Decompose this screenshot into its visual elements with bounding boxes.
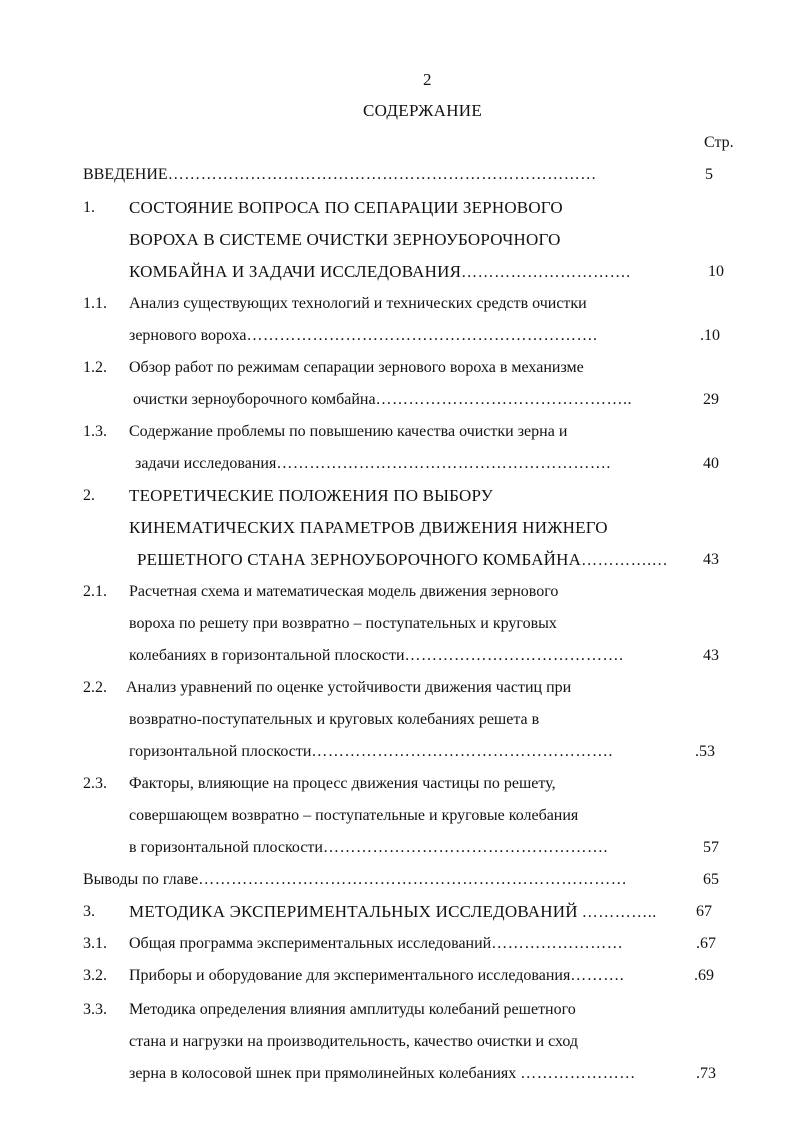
entry-text: очистки зерноуборочного комбайна [133, 391, 376, 408]
entry-dots: ………………………………………………. [311, 743, 613, 760]
entry-dots: …………………………. [461, 264, 631, 281]
entry-text: ВОРОХА В СИСТЕМЕ ОЧИСТКИ ЗЕРНОУБОРОЧНОГО [129, 230, 561, 249]
toc-entry-line [135, 454, 611, 474]
entry-page: 40 [703, 455, 719, 472]
entry-page: .69 [694, 967, 714, 984]
entry-number: 3. [83, 903, 95, 920]
entry-text: РЕШЕТНОГО СТАНА ЗЕРНОУБОРОЧНОГО КОМБАЙНА [137, 550, 582, 569]
toc-entry-line [129, 326, 598, 346]
entry-dots: ……………………………………….. [375, 391, 633, 408]
entry-text: Расчетная схема и математическая модель движения зернового [129, 583, 559, 600]
entry-text: Анализ существующих технологий и технических средств очистки [129, 295, 587, 312]
entry-number: 3.3. [83, 1001, 107, 1018]
entry-page: 10 [708, 263, 724, 280]
entry-dots: ………….… [581, 552, 669, 569]
entry-dots: ………. [570, 967, 625, 984]
entry-text: вороха по решету при возвратно – поступательных и круговых [129, 615, 557, 632]
entry-text: задачи исследования [135, 455, 277, 472]
entry-number: 2. [83, 487, 95, 504]
toc-entry-line [129, 934, 623, 954]
entry-text: в горизонтальной плоскости [129, 839, 323, 856]
entry-text: возвратно-поступательных и круговых колебаниях решета в [129, 711, 540, 728]
toc-entry-line [129, 838, 608, 858]
entry-dots: …………………………………………………………………… [167, 166, 597, 183]
toc-entry-introduction [83, 165, 597, 185]
entry-number: 2.1. [83, 583, 107, 600]
toc-entry-line [129, 902, 657, 923]
entry-text: Факторы, влияющие на процесс движения частицы по решету, [129, 775, 556, 792]
toc-entry-line [129, 262, 631, 283]
toc-entry-line [129, 1064, 636, 1084]
entry-page: 57 [703, 839, 719, 856]
entry-page: 43 [703, 647, 719, 664]
entry-page: .73 [696, 1065, 716, 1082]
entry-page: 67 [696, 903, 712, 920]
entry-text: МЕТОДИКА ЭКСПЕРИМЕНТАЛЬНЫХ ИССЛЕДОВАНИЙ [129, 902, 578, 921]
entry-dots: …………………… [491, 935, 624, 952]
entry-text: зернового вороха [129, 327, 247, 344]
entry-text: КИНЕМАТИЧЕСКИХ ПАРАМЕТРОВ ДВИЖЕНИЯ НИЖНЕГО [129, 518, 608, 537]
entry-dots: ………….. [581, 904, 657, 921]
entry-dots: ……………………………………………. [322, 839, 608, 856]
entry-page: 5 [705, 166, 713, 183]
entry-dots: ……………………………………………………. [276, 455, 611, 472]
entry-text: зерна в колосовой шнек при прямолинейных колебаниях [129, 1065, 517, 1082]
toc-entry-line [129, 742, 613, 762]
entry-text: горизонтальной плоскости [129, 743, 312, 760]
toc-entry-line [129, 966, 624, 986]
entry-text: СОСТОЯНИЕ ВОПРОСА ПО СЕПАРАЦИИ ЗЕРНОВОГО [129, 198, 563, 217]
page-title: СОДЕРЖАНИЕ [363, 101, 483, 120]
entry-text: Общая программа экспериментальных исследований [129, 935, 492, 952]
entry-page: .53 [695, 743, 715, 760]
entry-text: Содержание проблемы по повышению качества очистки зерна и [129, 423, 568, 440]
entry-dots: ………………… [520, 1065, 636, 1082]
entry-text: КОМБАЙНА И ЗАДАЧИ ИССЛЕДОВАНИЯ [129, 262, 462, 281]
toc-entry-line [137, 550, 668, 571]
entry-dots: …………………………………. [404, 647, 624, 664]
entry-text: Выводы по главе [83, 871, 199, 888]
entry-number: 3.1. [83, 935, 107, 952]
entry-page: .67 [696, 935, 716, 952]
entry-number: 1.1. [83, 295, 107, 312]
entry-number: 2.2. [83, 679, 107, 696]
toc-entry-line [133, 390, 632, 410]
entry-text: Методика определения влияния амплитуды колебаний решетного [129, 1001, 576, 1018]
entry-page: 43 [703, 551, 719, 568]
entry-page: 65 [703, 871, 719, 888]
toc-entry-line [129, 646, 624, 666]
entry-text: Анализ уравнений по оценке устойчивости движения частиц при [126, 679, 572, 696]
entry-number: 2.3. [83, 775, 107, 792]
page-column-label: Стр. [704, 134, 734, 151]
entry-text: Приборы и оборудование для экспериментального исследования [129, 967, 571, 984]
entry-text: колебаниях в горизонтальной плоскости [129, 647, 405, 664]
entry-number: 3.2. [83, 967, 107, 984]
entry-text: ТЕОРЕТИЧЕСКИЕ ПОЛОЖЕНИЯ ПО ВЫБОРУ [129, 486, 493, 505]
entry-page: 29 [703, 391, 719, 408]
entry-text: ВВЕДЕНИЕ [83, 166, 168, 183]
entry-text: совершающем возвратно – поступательные и круговые колебания [129, 807, 579, 824]
toc-entry-conclusions [83, 870, 627, 890]
entry-number: 1.3. [83, 423, 107, 440]
entry-text: стана и нагрузки на производительность, качество очистки и сход [129, 1033, 579, 1050]
entry-dots: …………………………………………………………………… [198, 871, 628, 888]
page-number: 2 [423, 70, 432, 89]
entry-dots: ………………………………………………………. [246, 327, 598, 344]
entry-page: .10 [700, 327, 720, 344]
entry-number: 1. [83, 199, 95, 216]
entry-number: 1.2. [83, 359, 107, 376]
entry-text: Обзор работ по режимам сепарации зернового вороха в механизме [129, 359, 584, 376]
